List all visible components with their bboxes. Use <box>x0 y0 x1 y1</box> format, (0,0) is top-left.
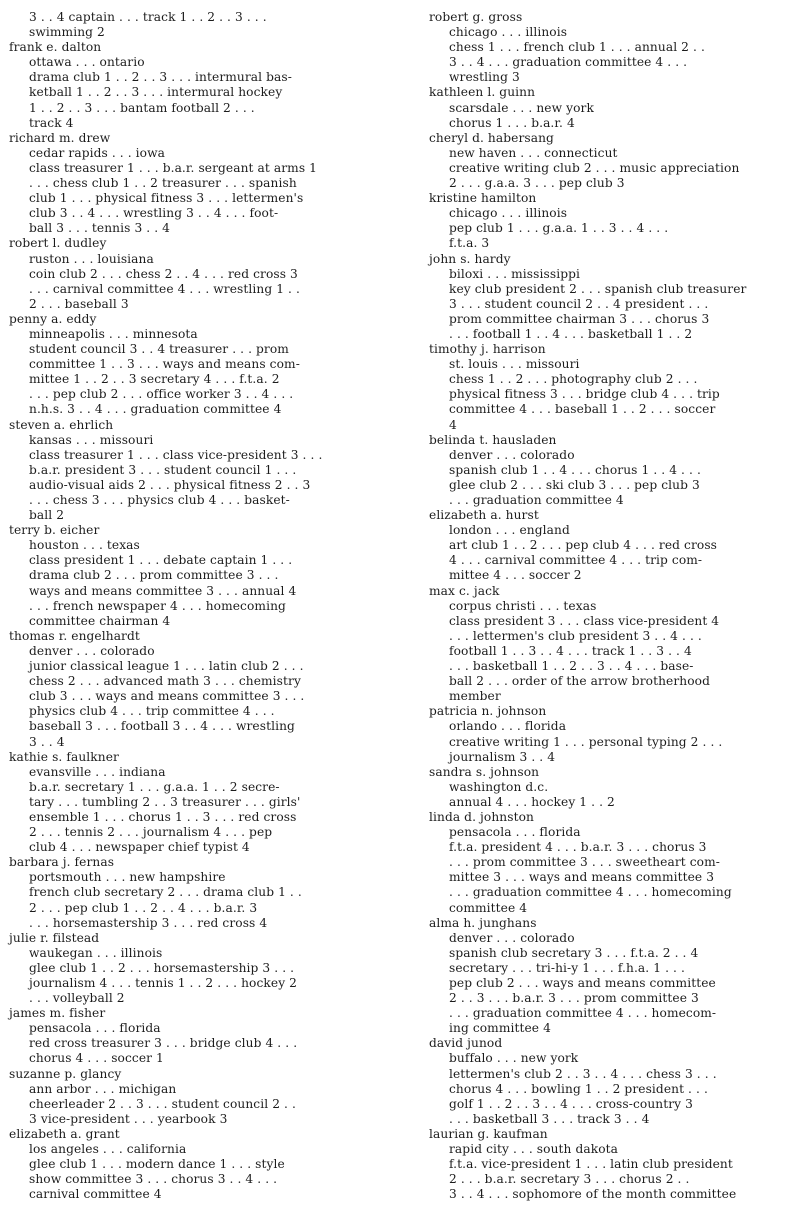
activity-line: annual 4 . . . hockey 1 . . 2 <box>449 794 615 809</box>
activity-line: b.a.r. secretary 1 . . . g.a.a. 1 . . 2 secre- <box>29 779 280 794</box>
activity-line: ball 2 <box>29 508 65 523</box>
activity-line: chorus 4 . . . soccer 1 <box>29 1051 164 1066</box>
student-hometown: los angeles . . . california <box>29 1142 187 1157</box>
student-entry <box>9 312 399 418</box>
activity-line: secretary . . . tri-hi-y 1 . . . f.h.a. 1 . . . <box>449 960 685 975</box>
activity-line: . . . basketball 3 . . . track 3 . . 4 <box>449 1111 650 1126</box>
student-hometown: waukegan . . . illinois <box>29 945 163 960</box>
student-hometown: cedar rapids . . . iowa <box>29 145 166 160</box>
right-column <box>429 10 804 1202</box>
activity-line: junior classical league 1 . . . latin club 2 . . . <box>29 659 304 674</box>
activity-line: committee chairman 4 <box>29 613 171 628</box>
activity-line: glee club 1 . . . modern dance 1 . . . style <box>29 1157 285 1172</box>
activity-line: . . . lettermen's club president 3 . . 4 . . . <box>449 628 702 643</box>
activity-line: f.t.a. president 4 . . . b.a.r. 3 . . . chorus 3 <box>449 840 707 855</box>
activity-line: class president 3 . . . class vice-president 4 <box>449 613 720 628</box>
student-hometown: buffalo . . . new york <box>449 1051 579 1066</box>
activity-line: class president 1 . . . debate captain 1 . . . <box>29 553 293 568</box>
activity-line: coin club 2 . . . chess 2 . . 4 . . . red cross 3 <box>29 266 298 281</box>
activity-line: . . . graduation committee 4 . . . homecoming <box>449 885 732 900</box>
activity-line: creative writing 1 . . . personal typing 2 . . . <box>449 734 723 749</box>
activity-line: swimming 2 <box>29 25 105 40</box>
student-hometown: corpus christi . . . texas <box>449 598 597 613</box>
student-hometown: chicago . . . illinois <box>449 206 568 221</box>
activity-line: tary . . . tumbling 2 . . 3 treasurer . . . girls' <box>29 794 301 809</box>
activity-line: cheerleader 2 . . 3 . . . student council 2 . . <box>29 1096 296 1111</box>
activity-line: chess 2 . . . advanced math 3 . . . chemistry <box>29 674 301 689</box>
activity-line: red cross treasurer 3 . . . bridge club 4 . . . <box>29 1036 298 1051</box>
student-hometown: washington d.c. <box>449 779 549 794</box>
activity-line: 2 . . . tennis 2 . . . journalism 4 . . . pep <box>29 825 273 840</box>
activity-line: f.t.a. vice-president 1 . . . latin club president <box>449 1157 733 1172</box>
activity-line: . . . graduation committee 4 . . . homecom- <box>449 1006 717 1021</box>
student-hometown: ruston . . . louisiana <box>29 251 154 266</box>
student-entry <box>9 523 399 629</box>
activity-line: spanish club 1 . . 4 . . . chorus 1 . . 4 . . . <box>449 462 701 477</box>
left-column <box>9 10 399 1202</box>
student-name: barbara j. fernas <box>9 855 115 870</box>
activity-line: show committee 3 . . . chorus 3 . . 4 . . . <box>29 1172 278 1187</box>
student-name: terry b. eicher <box>9 523 100 538</box>
student-name: patricia n. johnson <box>429 704 547 719</box>
student-entry <box>429 810 804 916</box>
activity-line: key club president 2 . . . spanish club treasurer <box>449 281 747 296</box>
activity-line: 4 <box>449 417 457 432</box>
student-hometown: scarsdale . . . new york <box>449 100 594 115</box>
student-name: james m. fisher <box>9 1006 106 1021</box>
activity-line: class treasurer 1 . . . class vice-president 3 . . . <box>29 447 323 462</box>
activity-line: club 1 . . . physical fitness 3 . . . lettermen's <box>29 191 304 206</box>
student-entry <box>429 1036 804 1127</box>
activity-line: 2 . . . b.a.r. secretary 3 . . . chorus 2 . . <box>449 1172 690 1187</box>
activity-line: . . . carnival committee 4 . . . wrestling 1 . . <box>29 281 300 296</box>
student-entry <box>429 85 804 130</box>
activity-line: committee 1 . . 3 . . . ways and means com- <box>29 357 300 372</box>
activity-line: ball 2 . . . order of the arrow brotherhood <box>449 674 710 689</box>
activity-line: mittee 3 . . . ways and means committee 3 <box>449 870 715 885</box>
activity-line: wrestling 3 <box>449 70 520 85</box>
student-entry <box>429 704 804 764</box>
activity-line: . . . horsemastership 3 . . . red cross 4 <box>29 915 268 930</box>
student-hometown: new haven . . . connecticut <box>449 145 618 160</box>
activity-line: carnival committee 4 <box>29 1187 162 1202</box>
student-hometown: denver . . . colorado <box>449 447 575 462</box>
student-entry <box>9 1127 399 1202</box>
activity-line: b.a.r. president 3 . . . student council 1 . . . <box>29 462 297 477</box>
activity-line: 3 . . 4 captain . . . track 1 . . 2 . . 3 . . . <box>29 10 267 24</box>
activity-line: chorus 1 . . . b.a.r. 4 <box>449 115 575 130</box>
student-hometown: orlando . . . florida <box>449 719 567 734</box>
activity-line: . . . chess 3 . . . physics club 4 . . . basket- <box>29 493 290 507</box>
activity-line: glee club 1 . . 2 . . . horsemastership 3 . . . <box>29 960 295 975</box>
activity-line: 3 . . 4 . . . graduation committee 4 . . . <box>449 55 688 70</box>
activity-line: 2 . . . g.a.a. 3 . . . pep club 3 <box>449 176 625 191</box>
student-entry <box>9 1067 399 1127</box>
activity-line: creative writing club 2 . . . music appreciation <box>449 160 740 175</box>
student-entry <box>9 931 399 1006</box>
activity-line: . . . volleyball 2 <box>29 991 125 1006</box>
student-hometown: pensacola . . . florida <box>449 825 581 840</box>
student-entry <box>429 1127 804 1202</box>
student-entry <box>429 765 804 810</box>
student-hometown: denver . . . colorado <box>449 930 575 945</box>
student-name: kathie s. faulkner <box>9 749 119 764</box>
student-hometown: london . . . england <box>449 523 570 538</box>
activity-line: club 3 . . . ways and means committee 3 . . . <box>29 689 305 704</box>
student-name: julie r. filstead <box>9 930 100 945</box>
student-name: penny a. eddy <box>9 311 97 326</box>
activity-line: f.t.a. 3 <box>449 236 490 251</box>
student-hometown: biloxi . . . mississippi <box>449 266 580 281</box>
student-entry <box>9 418 399 524</box>
activity-line: drama club 2 . . . prom committee 3 . . . <box>29 568 279 583</box>
activity-line: . . . graduation committee 4 <box>449 493 624 507</box>
student-name: sandra s. johnson <box>429 764 540 779</box>
activity-line: . . . pep club 2 . . . office worker 3 . . 4 . . . <box>29 387 294 402</box>
student-entry <box>429 131 804 191</box>
activity-line: baseball 3 . . . football 3 . . 4 . . . wrestling <box>29 719 295 734</box>
student-entry <box>429 191 804 251</box>
activity-line: n.h.s. 3 . . 4 . . . graduation committee 4 <box>29 402 282 417</box>
student-hometown: rapid city . . . south dakota <box>449 1142 619 1157</box>
student-hometown: kansas . . . missouri <box>29 432 154 447</box>
student-name: alma h. junghans <box>429 915 537 930</box>
student-hometown: st. louis . . . missouri <box>449 357 580 372</box>
student-name: steven a. ehrlich <box>9 417 114 432</box>
activity-line: 2 . . . pep club 1 . . 2 . . 4 . . . b.a.r. 3 <box>29 900 258 915</box>
activity-line: chess 1 . . 2 . . . photography club 2 . . . <box>449 372 698 387</box>
student-entry <box>429 342 804 433</box>
activity-line: . . . prom committee 3 . . . sweetheart com- <box>449 855 720 870</box>
activity-line: class treasurer 1 . . . b.a.r. sergeant at arms 1 <box>29 160 318 175</box>
activity-line: ing committee 4 <box>449 1021 551 1036</box>
activity-line: football 1 . . 3 . . 4 . . . track 1 . . 3 . . 4 <box>449 643 692 658</box>
activity-line: lettermen's club 2 . . 3 . . 4 . . . chess 3 . . . <box>449 1066 717 1081</box>
student-hometown: minneapolis . . . minnesota <box>29 326 198 341</box>
activity-line: mittee 1 . . 2 . . 3 secretary 4 . . . f.t.a. 2 <box>29 372 280 387</box>
student-entry <box>429 252 804 343</box>
student-entry <box>9 10 399 40</box>
activity-line: 3 . . 4 . . . sophomore of the month committee <box>449 1187 737 1202</box>
student-name: david junod <box>429 1036 503 1051</box>
activity-line: pep club 1 . . . g.a.a. 1 . . 3 . . 4 . . . <box>449 221 669 236</box>
activity-line: drama club 1 . . 2 . . 3 . . . intermural bas- <box>29 70 292 85</box>
student-hometown: chicago . . . illinois <box>449 25 568 40</box>
student-name: john s. hardy <box>429 251 511 266</box>
student-entry <box>429 584 804 705</box>
activity-line: 3 vice-president . . . yearbook 3 <box>29 1111 228 1126</box>
student-hometown: evansville . . . indiana <box>29 764 166 779</box>
activity-line: track 4 <box>29 115 74 130</box>
student-hometown: ann arbor . . . michigan <box>29 1081 177 1096</box>
student-name: linda d. johnston <box>429 809 534 824</box>
activity-line: physical fitness 3 . . . bridge club 4 . . . trip <box>449 387 720 402</box>
student-name: richard m. drew <box>9 130 111 145</box>
student-hometown: ottawa . . . ontario <box>29 55 145 70</box>
activity-line: journalism 4 . . . tennis 1 . . 2 . . . hockey 2 <box>29 976 298 990</box>
student-entry <box>9 236 399 311</box>
student-name: kristine hamilton <box>429 191 537 206</box>
activity-line: 3 . . 4 <box>29 734 65 749</box>
student-hometown: pensacola . . . florida <box>29 1021 161 1036</box>
activity-line: . . . chess club 1 . . 2 treasurer . . . spanish <box>29 176 297 191</box>
student-entry <box>429 916 804 1037</box>
activity-line: audio-visual aids 2 . . . physical fitness 2 . . 3 <box>29 477 311 492</box>
activity-line: ways and means committee 3 . . . annual 4 <box>29 583 297 598</box>
activity-line: member <box>449 689 501 704</box>
student-name: thomas r. engelhardt <box>9 628 140 643</box>
activity-line: chorus 4 . . . bowling 1 . . 2 president . . . <box>449 1081 708 1096</box>
student-name: elizabeth a. grant <box>9 1126 120 1141</box>
activity-line: pep club 2 . . . ways and means committee <box>449 976 716 990</box>
activity-line: journalism 3 . . 4 <box>449 749 556 764</box>
student-entry <box>429 433 804 508</box>
activity-line: 3 . . . student council 2 . . 4 president . . . <box>449 296 709 311</box>
activity-line: 1 . . 2 . . 3 . . . bantam football 2 . . . <box>29 100 255 115</box>
activity-line: ball 3 . . . tennis 3 . . 4 <box>29 221 171 236</box>
activity-line: . . . basketball 1 . . 2 . . 3 . . 4 . . . base- <box>449 659 694 674</box>
student-name: max c. jack <box>429 583 500 598</box>
student-entry <box>9 629 399 750</box>
student-entry <box>9 131 399 237</box>
activity-line: club 4 . . . newspaper chief typist 4 <box>29 840 250 855</box>
student-entry <box>9 1006 399 1066</box>
student-name: elizabeth a. hurst <box>429 508 539 523</box>
student-name: robert l. dudley <box>9 236 107 251</box>
student-name: timothy j. harrison <box>429 342 546 357</box>
student-entry <box>429 10 804 85</box>
activity-line: student council 3 . . 4 treasurer . . . prom <box>29 342 289 357</box>
student-hometown: denver . . . colorado <box>29 643 155 658</box>
student-name: kathleen l. guinn <box>429 85 536 100</box>
activity-line: ensemble 1 . . . chorus 1 . . 3 . . . red cross <box>29 809 297 824</box>
activity-line: committee 4 <box>449 900 528 915</box>
activity-line: glee club 2 . . . ski club 3 . . . pep club 3 <box>449 477 700 492</box>
student-entry <box>429 508 804 583</box>
activity-line: prom committee chairman 3 . . . chorus 3 <box>449 311 710 326</box>
activity-line: . . . football 1 . . 4 . . . basketball 1 . . 2 <box>449 326 693 341</box>
student-hometown: houston . . . texas <box>29 538 140 553</box>
student-name: cheryl d. habersang <box>429 130 554 145</box>
activity-line: 2 . . 3 . . . b.a.r. 3 . . . prom committee 3 <box>449 991 699 1006</box>
student-name: suzanne p. glancy <box>9 1066 122 1081</box>
student-name: belinda t. hausladen <box>429 432 557 447</box>
student-entry <box>9 750 399 856</box>
activity-line: . . . french newspaper 4 . . . homecoming <box>29 598 286 613</box>
activity-line: spanish club secretary 3 . . . f.t.a. 2 . . 4 <box>449 945 699 960</box>
student-name: frank e. dalton <box>9 40 102 55</box>
activity-line: chess 1 . . . french club 1 . . . annual 2 . . <box>449 40 705 55</box>
activity-line: club 3 . . 4 . . . wrestling 3 . . 4 . . . foot- <box>29 206 279 221</box>
activity-line: committee 4 . . . baseball 1 . . 2 . . . soccer <box>449 402 716 417</box>
activity-line: ketball 1 . . 2 . . 3 . . . intermural hockey <box>29 85 283 100</box>
student-hometown: portsmouth . . . new hampshire <box>29 870 226 885</box>
activity-line: golf 1 . . 2 . . 3 . . 4 . . . cross-country 3 <box>449 1096 693 1111</box>
student-name: robert g. gross <box>429 10 523 24</box>
student-name: laurian g. kaufman <box>429 1126 548 1141</box>
activity-line: 2 . . . baseball 3 <box>29 296 129 311</box>
activity-line: french club secretary 2 . . . drama club 1 . . <box>29 885 302 900</box>
activity-line: art club 1 . . 2 . . . pep club 4 . . . red cross <box>449 538 718 553</box>
student-entry <box>9 40 399 131</box>
activity-line: 4 . . . carnival committee 4 . . . trip com- <box>449 553 703 568</box>
activity-line: mittee 4 . . . soccer 2 <box>449 568 582 583</box>
student-entry <box>9 855 399 930</box>
activity-line: physics club 4 . . . trip committee 4 . . . <box>29 704 275 719</box>
